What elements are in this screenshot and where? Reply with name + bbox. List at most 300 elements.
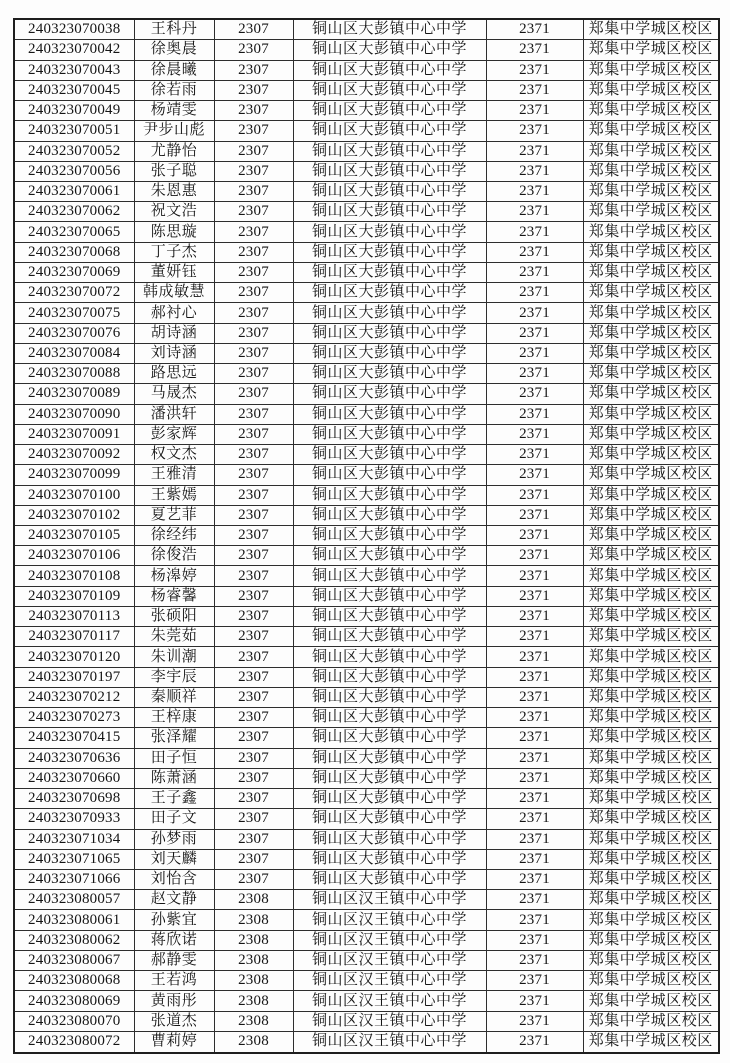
dest-code-cell: 2371 [486,748,583,768]
school-code-cell: 2307 [214,789,293,809]
school-name-cell: 铜山区汉王镇中心中学 [293,950,486,970]
table-row [14,991,719,1011]
student-name-cell: 李宇辰 [134,667,214,687]
dest-name-cell: 郑集中学城区校区 [583,586,719,606]
student-name-cell: 张子聪 [134,161,214,181]
school-code-cell: 2308 [214,950,293,970]
table-row [14,485,719,505]
school-code-cell: 2307 [214,303,293,323]
school-code-cell: 2307 [214,627,293,647]
school-code-cell: 2307 [214,647,293,667]
exam-number-cell: 240323070056 [14,161,134,181]
dest-code-cell: 2371 [486,667,583,687]
exam-number-cell: 240323070069 [14,262,134,282]
dest-code-cell: 2371 [486,829,583,849]
dest-code-cell: 2371 [486,505,583,525]
dest-code-cell: 2371 [486,627,583,647]
school-name-cell: 铜山区汉王镇中心中学 [293,991,486,1011]
table-row [14,283,719,303]
dest-name-cell: 郑集中学城区校区 [583,323,719,343]
school-code-cell: 2307 [214,384,293,404]
school-code-cell: 2307 [214,323,293,343]
exam-number-cell: 240323070698 [14,789,134,809]
school-name-cell: 铜山区大彭镇中心中学 [293,829,486,849]
student-name-cell: 徐晨曦 [134,60,214,80]
dest-name-cell: 郑集中学城区校区 [583,121,719,141]
table-row [14,950,719,970]
student-name-cell: 王科丹 [134,19,214,40]
dest-name-cell: 郑集中学城区校区 [583,343,719,363]
school-name-cell: 铜山区大彭镇中心中学 [293,262,486,282]
student-name-cell: 郝衬心 [134,303,214,323]
dest-code-cell: 2371 [486,728,583,748]
dest-code-cell: 2371 [486,283,583,303]
exam-number-cell: 240323070105 [14,526,134,546]
school-name-cell: 铜山区大彭镇中心中学 [293,364,486,384]
student-name-cell: 马晟杰 [134,384,214,404]
student-name-cell: 杨滜婷 [134,566,214,586]
exam-number-cell: 240323070660 [14,768,134,788]
dest-name-cell: 郑集中学城区校区 [583,768,719,788]
school-name-cell: 铜山区大彭镇中心中学 [293,60,486,80]
dest-name-cell: 郑集中学城区校区 [583,869,719,889]
school-name-cell: 铜山区大彭镇中心中学 [293,526,486,546]
student-name-cell: 王子鑫 [134,789,214,809]
exam-number-cell: 240323070933 [14,809,134,829]
dest-name-cell: 郑集中学城区校区 [583,19,719,40]
dest-name-cell: 郑集中学城区校区 [583,222,719,242]
student-name-cell: 陈思璇 [134,222,214,242]
exam-number-cell: 240323070636 [14,748,134,768]
exam-number-cell: 240323070099 [14,465,134,485]
student-name-cell: 刘怡含 [134,869,214,889]
table-row [14,789,719,809]
student-name-cell: 尤静怡 [134,141,214,161]
school-name-cell: 铜山区大彭镇中心中学 [293,101,486,121]
student-name-cell: 陈萧涵 [134,768,214,788]
school-code-cell: 2307 [214,242,293,262]
table-row [14,667,719,687]
dest-code-cell: 2371 [486,384,583,404]
school-code-cell: 2307 [214,526,293,546]
student-name-cell: 黄雨彤 [134,991,214,1011]
student-name-cell: 杨靖雯 [134,101,214,121]
exam-number-cell: 240323070076 [14,323,134,343]
school-code-cell: 2308 [214,890,293,910]
dest-code-cell: 2371 [486,890,583,910]
dest-name-cell: 郑集中学城区校区 [583,829,719,849]
table-row [14,526,719,546]
exam-number-cell: 240323070100 [14,485,134,505]
student-name-cell: 张硕阳 [134,606,214,626]
dest-name-cell: 郑集中学城区校区 [583,364,719,384]
student-name-cell: 田子文 [134,809,214,829]
dest-name-cell: 郑集中学城区校区 [583,1031,719,1053]
dest-name-cell: 郑集中学城区校区 [583,526,719,546]
dest-name-cell: 郑集中学城区校区 [583,809,719,829]
school-name-cell: 铜山区大彭镇中心中学 [293,343,486,363]
school-code-cell: 2307 [214,40,293,60]
dest-name-cell: 郑集中学城区校区 [583,910,719,930]
exam-number-cell: 240323070038 [14,19,134,40]
exam-number-cell: 240323070102 [14,505,134,525]
dest-name-cell: 郑集中学城区校区 [583,445,719,465]
table-row [14,445,719,465]
exam-number-cell: 240323070120 [14,647,134,667]
exam-number-cell: 240323070062 [14,202,134,222]
school-code-cell: 2307 [214,80,293,100]
student-name-cell: 董妍钰 [134,262,214,282]
school-code-cell: 2307 [214,809,293,829]
student-assignment-table [13,18,720,1054]
student-name-cell: 孙紫宜 [134,910,214,930]
dest-code-cell: 2371 [486,242,583,262]
table-row [14,869,719,889]
student-name-cell: 赵文静 [134,890,214,910]
exam-number-cell: 240323070091 [14,424,134,444]
dest-name-cell: 郑集中学城区校区 [583,890,719,910]
dest-code-cell: 2371 [486,262,583,282]
dest-name-cell: 郑集中学城区校区 [583,566,719,586]
dest-name-cell: 郑集中学城区校区 [583,971,719,991]
dest-code-cell: 2371 [486,991,583,1011]
exam-number-cell: 240323070106 [14,546,134,566]
dest-code-cell: 2371 [486,849,583,869]
student-name-cell: 郝静雯 [134,950,214,970]
exam-number-cell: 240323070084 [14,343,134,363]
table-row [14,1031,719,1053]
school-code-cell: 2307 [214,182,293,202]
school-code-cell: 2308 [214,1031,293,1053]
table-row [14,465,719,485]
school-code-cell: 2307 [214,19,293,40]
dest-name-cell: 郑集中学城区校区 [583,40,719,60]
table-row [14,910,719,930]
school-code-cell: 2307 [214,728,293,748]
dest-name-cell: 郑集中学城区校区 [583,849,719,869]
dest-code-cell: 2371 [486,586,583,606]
table-body [14,19,719,1053]
school-name-cell: 铜山区大彭镇中心中学 [293,667,486,687]
school-code-cell: 2307 [214,424,293,444]
student-name-cell: 朱训潮 [134,647,214,667]
student-name-cell: 张泽耀 [134,728,214,748]
school-name-cell: 铜山区大彭镇中心中学 [293,80,486,100]
dest-name-cell: 郑集中学城区校区 [583,546,719,566]
school-code-cell: 2308 [214,910,293,930]
school-name-cell: 铜山区大彭镇中心中学 [293,485,486,505]
school-name-cell: 铜山区大彭镇中心中学 [293,546,486,566]
dest-name-cell: 郑集中学城区校区 [583,728,719,748]
exam-number-cell: 240323080067 [14,950,134,970]
school-name-cell: 铜山区大彭镇中心中学 [293,182,486,202]
exam-number-cell: 240323071066 [14,869,134,889]
dest-name-cell: 郑集中学城区校区 [583,182,719,202]
school-code-cell: 2307 [214,343,293,363]
school-name-cell: 铜山区大彭镇中心中学 [293,789,486,809]
school-name-cell: 铜山区大彭镇中心中学 [293,606,486,626]
dest-code-cell: 2371 [486,60,583,80]
school-code-cell: 2307 [214,445,293,465]
table-row [14,768,719,788]
school-code-cell: 2307 [214,364,293,384]
school-name-cell: 铜山区大彭镇中心中学 [293,586,486,606]
student-name-cell: 夏艺菲 [134,505,214,525]
student-name-cell: 王梓康 [134,708,214,728]
dest-name-cell: 郑集中学城区校区 [583,789,719,809]
school-name-cell: 铜山区大彭镇中心中学 [293,809,486,829]
table-row [14,687,719,707]
school-code-cell: 2307 [214,101,293,121]
dest-code-cell: 2371 [486,445,583,465]
school-name-cell: 铜山区大彭镇中心中学 [293,202,486,222]
dest-code-cell: 2371 [486,40,583,60]
dest-code-cell: 2371 [486,910,583,930]
exam-number-cell: 240323070049 [14,101,134,121]
table-row [14,586,719,606]
dest-code-cell: 2371 [486,566,583,586]
student-name-cell: 王雅清 [134,465,214,485]
table-row [14,262,719,282]
student-name-cell: 刘天麟 [134,849,214,869]
school-code-cell: 2308 [214,971,293,991]
dest-name-cell: 郑集中学城区校区 [583,60,719,80]
school-name-cell: 铜山区大彭镇中心中学 [293,708,486,728]
school-name-cell: 铜山区大彭镇中心中学 [293,40,486,60]
school-name-cell: 铜山区大彭镇中心中学 [293,161,486,181]
dest-name-cell: 郑集中学城区校区 [583,485,719,505]
dest-code-cell: 2371 [486,222,583,242]
table-row [14,890,719,910]
exam-number-cell: 240323080072 [14,1031,134,1053]
student-name-cell: 徐奥晨 [134,40,214,60]
student-name-cell: 彭家辉 [134,424,214,444]
dest-name-cell: 郑集中学城区校区 [583,627,719,647]
dest-code-cell: 2371 [486,1031,583,1053]
school-name-cell: 铜山区大彭镇中心中学 [293,19,486,40]
table-row [14,627,719,647]
school-name-cell: 铜山区大彭镇中心中学 [293,283,486,303]
school-name-cell: 铜山区大彭镇中心中学 [293,869,486,889]
dest-code-cell: 2371 [486,869,583,889]
school-code-cell: 2307 [214,849,293,869]
dest-code-cell: 2371 [486,303,583,323]
table-row [14,80,719,100]
school-name-cell: 铜山区汉王镇中心中学 [293,930,486,950]
dest-code-cell: 2371 [486,526,583,546]
school-name-cell: 铜山区大彭镇中心中学 [293,404,486,424]
dest-name-cell: 郑集中学城区校区 [583,647,719,667]
exam-number-cell: 240323070089 [14,384,134,404]
school-code-cell: 2307 [214,829,293,849]
exam-number-cell: 240323070212 [14,687,134,707]
school-name-cell: 铜山区汉王镇中心中学 [293,910,486,930]
school-name-cell: 铜山区大彭镇中心中学 [293,141,486,161]
dest-name-cell: 郑集中学城区校区 [583,991,719,1011]
exam-number-cell: 240323071065 [14,849,134,869]
table-row [14,60,719,80]
exam-number-cell: 240323080070 [14,1011,134,1031]
dest-name-cell: 郑集中学城区校区 [583,303,719,323]
table-row [14,1011,719,1031]
exam-number-cell: 240323070051 [14,121,134,141]
table-row [14,404,719,424]
table-row [14,323,719,343]
school-code-cell: 2307 [214,465,293,485]
school-code-cell: 2307 [214,667,293,687]
exam-number-cell: 240323070415 [14,728,134,748]
dest-name-cell: 郑集中学城区校区 [583,404,719,424]
school-code-cell: 2307 [214,60,293,80]
school-name-cell: 铜山区大彭镇中心中学 [293,748,486,768]
student-name-cell: 张道杰 [134,1011,214,1031]
school-code-cell: 2307 [214,222,293,242]
dest-code-cell: 2371 [486,343,583,363]
exam-number-cell: 240323080069 [14,991,134,1011]
student-name-cell: 徐若雨 [134,80,214,100]
table-row [14,606,719,626]
dest-code-cell: 2371 [486,809,583,829]
school-code-cell: 2307 [214,283,293,303]
school-name-cell: 铜山区大彭镇中心中学 [293,121,486,141]
table-row [14,19,719,40]
table-row [14,141,719,161]
exam-number-cell: 240323070117 [14,627,134,647]
table-row [14,182,719,202]
school-name-cell: 铜山区大彭镇中心中学 [293,566,486,586]
student-name-cell: 秦顺祥 [134,687,214,707]
school-code-cell: 2307 [214,121,293,141]
dest-code-cell: 2371 [486,930,583,950]
dest-code-cell: 2371 [486,404,583,424]
student-name-cell: 刘诗涵 [134,343,214,363]
school-name-cell: 铜山区汉王镇中心中学 [293,1011,486,1031]
school-code-cell: 2308 [214,1011,293,1031]
dest-code-cell: 2371 [486,789,583,809]
exam-number-cell: 240323070061 [14,182,134,202]
table-row [14,728,719,748]
exam-number-cell: 240323070042 [14,40,134,60]
dest-name-cell: 郑集中学城区校区 [583,283,719,303]
school-name-cell: 铜山区大彭镇中心中学 [293,222,486,242]
school-name-cell: 铜山区大彭镇中心中学 [293,627,486,647]
student-name-cell: 孙梦雨 [134,829,214,849]
table-row [14,222,719,242]
student-name-cell: 丁子杰 [134,242,214,262]
school-code-cell: 2307 [214,748,293,768]
dest-code-cell: 2371 [486,485,583,505]
school-code-cell: 2307 [214,161,293,181]
school-name-cell: 铜山区大彭镇中心中学 [293,687,486,707]
dest-code-cell: 2371 [486,1011,583,1031]
dest-code-cell: 2371 [486,546,583,566]
student-name-cell: 胡诗涵 [134,323,214,343]
school-name-cell: 铜山区大彭镇中心中学 [293,465,486,485]
exam-number-cell: 240323070088 [14,364,134,384]
dest-code-cell: 2371 [486,687,583,707]
table-row [14,343,719,363]
school-name-cell: 铜山区汉王镇中心中学 [293,1031,486,1053]
dest-code-cell: 2371 [486,647,583,667]
dest-name-cell: 郑集中学城区校区 [583,465,719,485]
school-name-cell: 铜山区大彭镇中心中学 [293,505,486,525]
school-name-cell: 铜山区大彭镇中心中学 [293,849,486,869]
dest-name-cell: 郑集中学城区校区 [583,262,719,282]
dest-name-cell: 郑集中学城区校区 [583,242,719,262]
dest-code-cell: 2371 [486,323,583,343]
student-name-cell: 权文杰 [134,445,214,465]
student-name-cell: 曹莉婷 [134,1031,214,1053]
student-name-cell: 朱恩惠 [134,182,214,202]
dest-code-cell: 2371 [486,101,583,121]
dest-code-cell: 2371 [486,161,583,181]
table-row [14,303,719,323]
table-row [14,121,719,141]
exam-number-cell: 240323070273 [14,708,134,728]
exam-number-cell: 240323080061 [14,910,134,930]
school-code-cell: 2307 [214,687,293,707]
exam-number-cell: 240323070065 [14,222,134,242]
school-code-cell: 2307 [214,546,293,566]
table-row [14,647,719,667]
student-name-cell: 路思远 [134,364,214,384]
table-row [14,829,719,849]
dest-name-cell: 郑集中学城区校区 [583,80,719,100]
dest-name-cell: 郑集中学城区校区 [583,708,719,728]
dest-name-cell: 郑集中学城区校区 [583,202,719,222]
dest-name-cell: 郑集中学城区校区 [583,161,719,181]
table-sheet [13,18,720,1054]
table-row [14,364,719,384]
dest-code-cell: 2371 [486,121,583,141]
table-row [14,849,719,869]
dest-code-cell: 2371 [486,80,583,100]
dest-code-cell: 2371 [486,19,583,40]
dest-code-cell: 2371 [486,202,583,222]
dest-name-cell: 郑集中学城区校区 [583,101,719,121]
dest-code-cell: 2371 [486,424,583,444]
exam-number-cell: 240323070075 [14,303,134,323]
student-name-cell: 蒋欣诺 [134,930,214,950]
dest-name-cell: 郑集中学城区校区 [583,930,719,950]
exam-number-cell: 240323070072 [14,283,134,303]
dest-name-cell: 郑集中学城区校区 [583,505,719,525]
school-code-cell: 2307 [214,485,293,505]
student-name-cell: 潘洪轩 [134,404,214,424]
student-name-cell: 田子恒 [134,748,214,768]
table-row [14,809,719,829]
exam-number-cell: 240323070109 [14,586,134,606]
school-code-cell: 2308 [214,991,293,1011]
table-row [14,748,719,768]
table-row [14,424,719,444]
school-name-cell: 铜山区汉王镇中心中学 [293,890,486,910]
student-name-cell: 杨睿馨 [134,586,214,606]
school-code-cell: 2307 [214,708,293,728]
student-name-cell: 朱莞茹 [134,627,214,647]
exam-number-cell: 240323070197 [14,667,134,687]
student-name-cell: 王紫嫣 [134,485,214,505]
exam-number-cell: 240323070068 [14,242,134,262]
table-row [14,546,719,566]
table-row [14,505,719,525]
student-name-cell: 祝文浩 [134,202,214,222]
table-row [14,566,719,586]
school-name-cell: 铜山区大彭镇中心中学 [293,323,486,343]
dest-name-cell: 郑集中学城区校区 [583,424,719,444]
exam-number-cell: 240323070092 [14,445,134,465]
dest-code-cell: 2371 [486,465,583,485]
